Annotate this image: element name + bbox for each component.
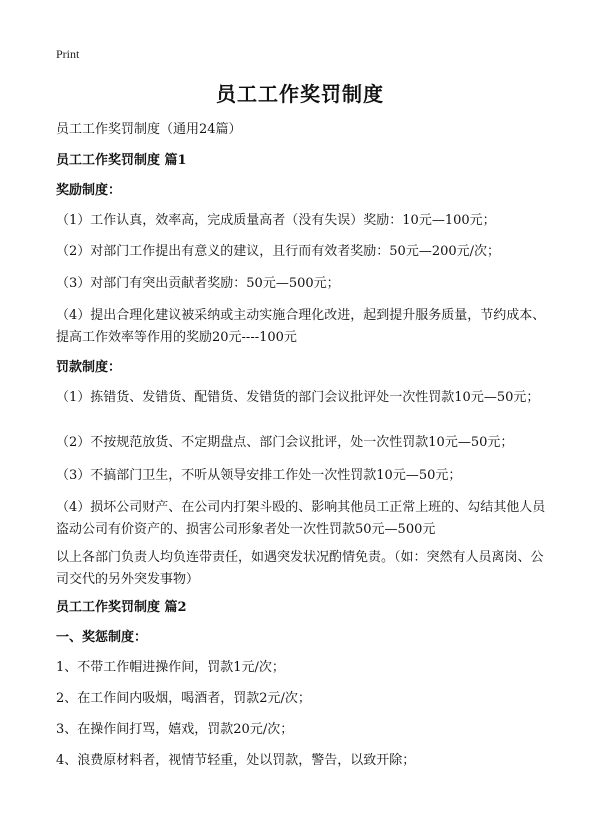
penalty-item-3: （3）不搞部门卫生，不听从领导安排工作处一次性罚款10元—50元； [56, 468, 462, 483]
reward-item-1: （1）工作认真，效率高，完成质量高者（没有失误）奖励：10元—100元； [56, 213, 496, 228]
penalty-item-1: （1）拣错货、发错货、配错货、发错货的部门会议批评处一次性罚款10元—50元； [56, 390, 540, 405]
document-subtitle: 员工工作奖罚制度（通用24篇） [56, 122, 242, 137]
section-heading-part2: 员工工作奖罚制度 篇2 [56, 600, 187, 615]
rule-item-2: 2、在工作间内吸烟，喝酒者，罚款2元/次； [56, 691, 311, 706]
reward-item-2: （2）对部门工作提出有意义的建议，且行而有效者奖励：50元—200元/次； [56, 244, 501, 259]
section-heading-part1: 员工工作奖罚制度 篇1 [56, 153, 187, 168]
closing-note: 以上各部门负责人均负连带责任，如遇突发状况酌情免责。（如：突然有人员离岗、公司交代的另外突发事物） [56, 550, 544, 587]
print-label: Print [56, 47, 80, 61]
penalty-item-4: （4）损坏公司财产、在公司内打架斗殴的、影响其他员工正常上班的、勾结其他人员盗动公司有价资产的、损害公司形象者处一次性罚款50元—500元 [56, 500, 546, 537]
rule-item-4: 4、浪费原材料者，视情节轻重，处以罚款，警告，以致开除； [56, 753, 416, 768]
reward-item-4: （4）提出合理化建议被采纳或主动实施合理化改进，起到提升服务质量，节约成本、提高工作效率等作用的奖励20元----100元 [56, 308, 546, 345]
rule-item-3: 3、在操作间打骂，嬉戏，罚款20元/次； [56, 722, 294, 737]
document-title: 员工工作奖罚制度 [216, 82, 384, 106]
reward-heading: 奖励制度： [56, 183, 122, 198]
penalty-item-2: （2）不按规范放货、不定期盘点、部门会议批评，处一次性罚款10元—50元； [56, 435, 514, 450]
penalty-heading: 罚款制度： [56, 360, 122, 375]
reward-item-3: （3）对部门有突出贡献者奖励：50元—500元； [56, 276, 340, 291]
rules-heading: 一、奖惩制度： [56, 630, 148, 645]
rule-item-1: 1、不带工作帽进操作间，罚款1元/次； [56, 660, 285, 675]
